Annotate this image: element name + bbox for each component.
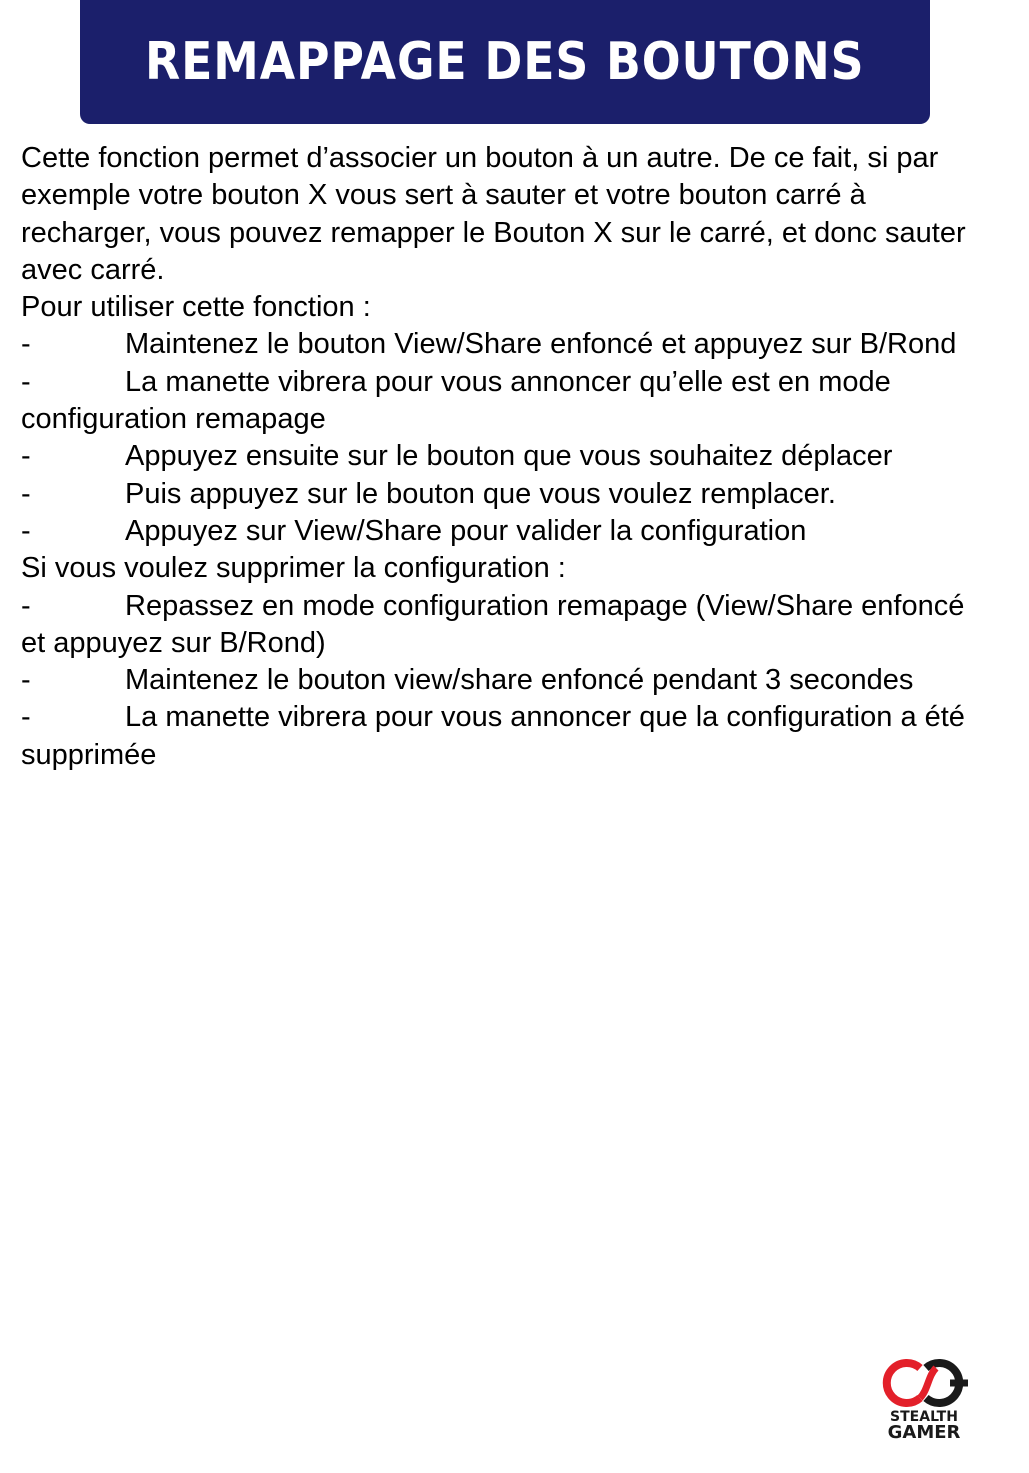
step-text: Puis appuyez sur le bouton que vous voulez remplacer. <box>125 477 836 510</box>
step-text: Appuyez ensuite sur le bouton que vous souhaitez déplacer <box>125 440 893 473</box>
logo-text-line1: STEALTH <box>890 1409 958 1425</box>
logo-text-line2: GAMER <box>887 1422 961 1443</box>
bullet-dash: - <box>21 701 31 734</box>
bullet-dash: - <box>21 477 31 510</box>
bullet-dash: - <box>21 664 31 697</box>
stealth-gamer-logo <box>876 1356 972 1444</box>
step-text: La manette vibrera pour vous annoncer que la configuration a été supprimée <box>21 701 965 771</box>
instructions-content <box>21 140 981 774</box>
bullet-dash: - <box>21 589 31 622</box>
section-heading-use: Pour utiliser cette fonction : <box>21 291 371 324</box>
bullet-dash: - <box>21 440 31 473</box>
page-title: REMAPPAGE DES BOUTONS <box>145 32 865 92</box>
list-item <box>21 588 981 663</box>
step-text: La manette vibrera pour vous annoncer qu’elle est en mode configuration remapage <box>21 365 891 436</box>
list-item <box>21 364 981 439</box>
bullet-dash: - <box>21 365 31 398</box>
logo-mark-icon <box>876 1356 972 1410</box>
list-item <box>21 513 981 550</box>
list-item <box>21 699 981 774</box>
step-text: Repassez en mode configuration remapage (View/Share enfoncé et appuyez sur B/Rond) <box>21 589 965 659</box>
step-text: Maintenez le bouton view/share enfoncé pendant 3 secondes <box>125 664 914 697</box>
list-item <box>21 438 981 475</box>
intro-paragraph: Cette fonction permet d’associer un bouton à un autre. De ce fait, si par exemple votre bouton X vous sert à sauter et votre bouton carré à recharger, vous pouvez remapper le Bouton X sur le carré, et donc sauter avec carré. <box>21 142 966 286</box>
step-text: Appuyez sur View/Share pour valider la configuration <box>125 514 807 547</box>
bullet-dash: - <box>21 514 31 547</box>
list-item <box>21 662 981 699</box>
title-banner <box>80 0 930 124</box>
bullet-dash: - <box>21 328 31 361</box>
list-item <box>21 476 981 513</box>
list-item <box>21 326 981 363</box>
section-heading-delete: Si vous voulez supprimer la configuration : <box>21 552 566 585</box>
step-text: Maintenez le bouton View/Share enfoncé et appuyez sur B/Rond <box>125 328 957 361</box>
